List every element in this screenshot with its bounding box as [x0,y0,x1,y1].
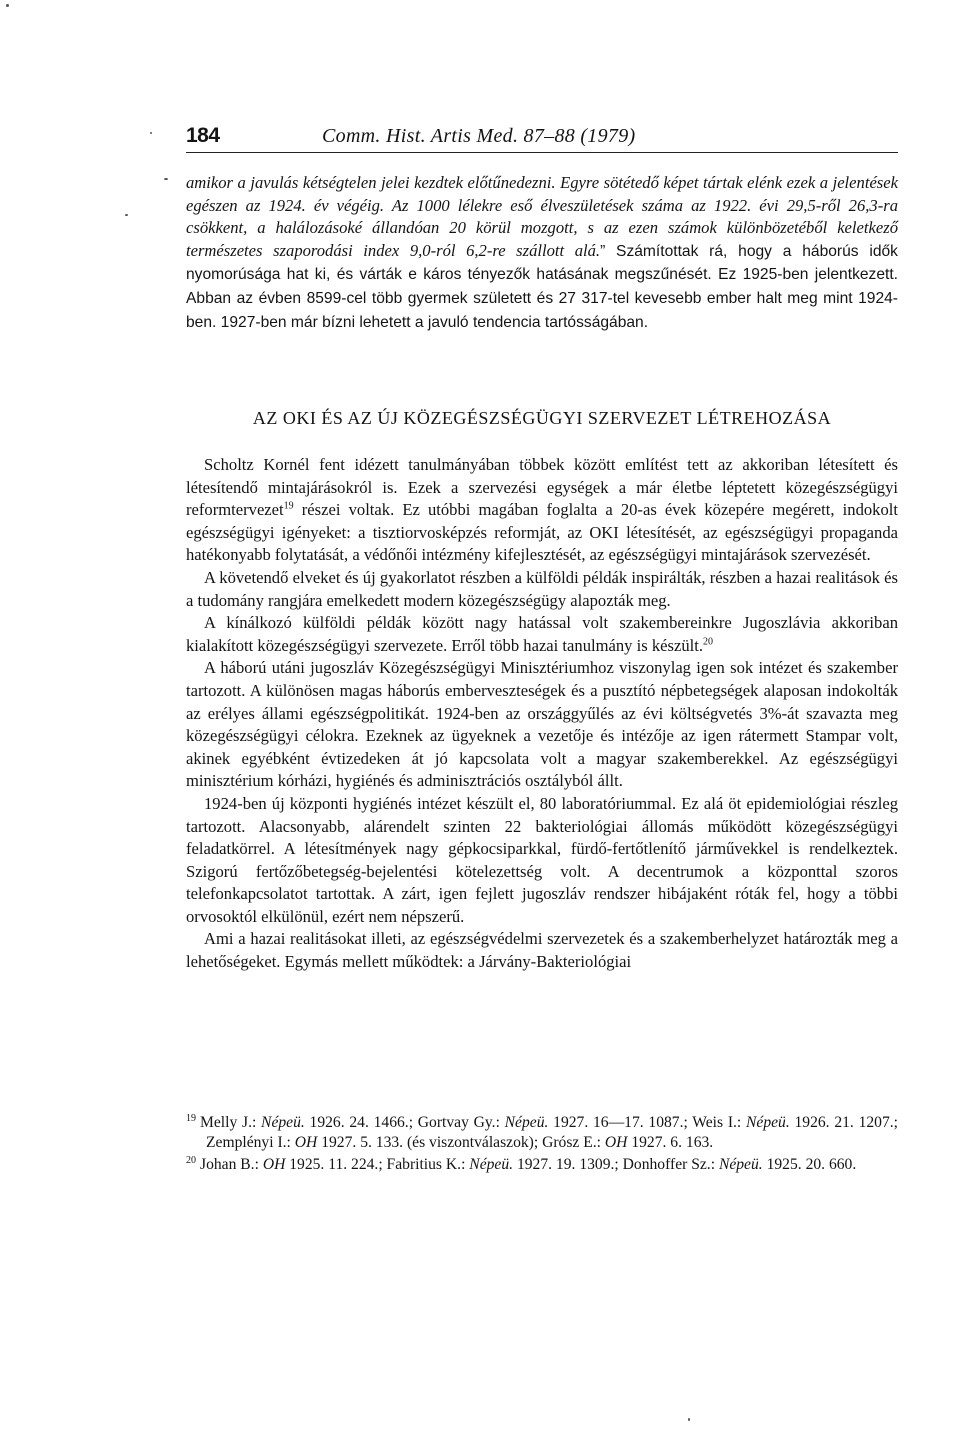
scan-speck [688,1418,690,1421]
paragraph: Ami a hazai realitásokat illeti, az egészségvédelmi szervezetek és a szakemberhelyzet határozták meg a lehetőségeket. Egymás mellett működtek: a Járvány-Bakteriológiai [186,929,898,972]
scan-speck [6,4,9,7]
footnote-journal: Népeü. [746,1114,790,1131]
page-number: 184 [186,124,220,147]
footnote-text: 1926. 24. 1466.; Gortvay Gy.: [304,1114,505,1131]
footnote-marker: 19 [283,500,294,512]
section-heading: AZ OKI ÉS AZ ÚJ KÖZEGÉSZSÉGÜGYI SZERVEZET LÉTREHOZÁSA [252,408,832,428]
journal-reference: Comm. Hist. Artis Med. 87–88 (1979) [322,125,636,147]
paragraph-text: részei voltak. Ez utóbbi magában foglalta a 20-as évek közepére megérett, indokolt egészségügyi igényeket: a tisztiorvosképzés reformját, az OKI létesítését, az egészségügyi propaganda hatékonyabb folytatását, a védőnői intézmény kifejlesztését, az egészségügyi mintajárások szervezését. [186,500,898,565]
footnote-text: Melly J.: [200,1114,262,1131]
paragraph [186,612,898,657]
footnote-text: 1927. 6. 163. [627,1134,714,1151]
paragraph [186,454,898,567]
paragraph: A háború utáni jugoszláv Közegészségügyi Minisztériumhoz viszonylag igen sok intézet és szakember tartozott. A különösen magas háborús emberveszteségek és a pusztító népbetegségek alaposan indokolták az erélyes állami egészségpolitikát. 1924-ben az országgyűlés az évi költségvetés 3%-át szavazta meg közegészségügyi célokra. Ezeknek az ügyeknek a vezetője és intézője az igen rátermett Stampar volt, akinek egyébként évtizedeken át jó kapcsolata volt a magyar szakemberekkel. Az egészségügyi minisztérium kórházi, hygiénés és adminisztrációs osztályból állt. [186,658,898,791]
paragraph-text: A kínálkozó külföldi példák között nagy hatással volt szakembereinkre Jugoszlávia akkoriban kialakított közegészségügyi szervezete. Erről több hazai tanulmány is készült. [186,613,898,655]
footnote-journal: OH [604,1134,628,1151]
footnote-journal: OH [294,1134,318,1151]
footnote-text: 1925. 11. 224.; Fabritius K.: [285,1156,470,1173]
intro-italic-text: amikor a javulás kétségtelen jelei kezdtek előtűnedezni. Egyre sötétedő képet tártak elénk ezek a jelentések egészen az 1924. év végéig. Az 1000 lélekre eső élveszületések száma az 1922. évi 29,5-ről 26,3-ra csökkent, a halálozásoké állandóan 20 körül mozgott, s az ezen számok különbözetéből keletkező természetes szaporodási index 9,0-ról 6,2-re szállott alá. [186,173,898,260]
footnote-text: 1927. 16—17. 1087.; Weis I.: [548,1114,746,1131]
footnote-text: Johan B.: [200,1156,263,1173]
paragraph: A követendő elveket és új gyakorlatot részben a külföldi példák inspirálták, részben a hazai realitások és a tudomány rangjára emelkedett modern közegészségügy alapozták meg. [186,567,898,610]
footnote-19 [186,1113,898,1153]
footnote-text: 1927. 19. 1309.; Donhoffer Sz.: [513,1156,719,1173]
footnote-marker: 20 [703,636,713,648]
scan-speck [164,178,168,180]
footnote-journal: OH [262,1156,286,1173]
intro-normal-text: ” Számítottak rá, hogy a háborús idők nyomorúsága hat ki, és várták e káros tényezők hatásának megszűnését. Ez 1925-ben jelentkezett. Abban az évben 8599-cel több gyermek született és 27 317-tel kevesebb ember halt meg mint 1924-ben. 1927-ben már bízni lehetett a javuló tendencia tartósságában. [186,242,898,331]
scan-speck [125,214,128,216]
footnote-20 [186,1155,898,1175]
footnote-journal: Népeü. [504,1114,549,1131]
footnote-journal: Népeü. [718,1156,763,1173]
running-header [186,118,898,153]
intro-paragraph-block [186,172,898,334]
footnote-number: 20 [186,1154,196,1166]
paragraph: 1924-ben új központi hygiénés intézet készült el, 80 laboratóriummal. Ez alá öt epidemiológiai részleg tartozott. Alacsonyabb, alárendelt szinten 22 bakteriológiai állomás működött közegészségügyi feladatkörrel. A létesítmények nagy gépkocsiparkkal, fürdő-fertőtlenítő járművekkel is rendelkeztek. Szigorú fertőzőbetegség-bejelentési kötelezettség volt. A decentrumok a központtal szoros telefonkapcsolatot tartottak. A zárt, igen fejlett jugoszláv rendszer hibájaként róták fel, hogy a többi orvosoktól elkülönül, ezért nem népszerű. [186,793,898,926]
footnote-number: 19 [186,1112,196,1124]
footnote-text: 1926. 21. 1207.; Zemplényi I.: [206,1114,898,1151]
footnote-text: 1927. 5. 133. (és viszontválaszok); Grósz E.: [317,1134,605,1151]
paragraph-text: Scholtz Kornél fent idézett tanulmányában többek között említést tett az akkoriban létesített és létesítendő mintajárásokról is. Ezek a szervezési egységek a már életbe léptetett közegészségügyi reformtervezet [186,455,898,520]
scan-speck [150,132,152,134]
intro-paragraph [186,172,898,334]
footnote-journal: Népeü. [261,1114,305,1131]
footnote-text: 1925. 20. 660. [762,1156,857,1173]
footnotes [186,1113,898,1177]
section-body [186,454,898,974]
footnote-journal: Népeü. [469,1156,514,1173]
